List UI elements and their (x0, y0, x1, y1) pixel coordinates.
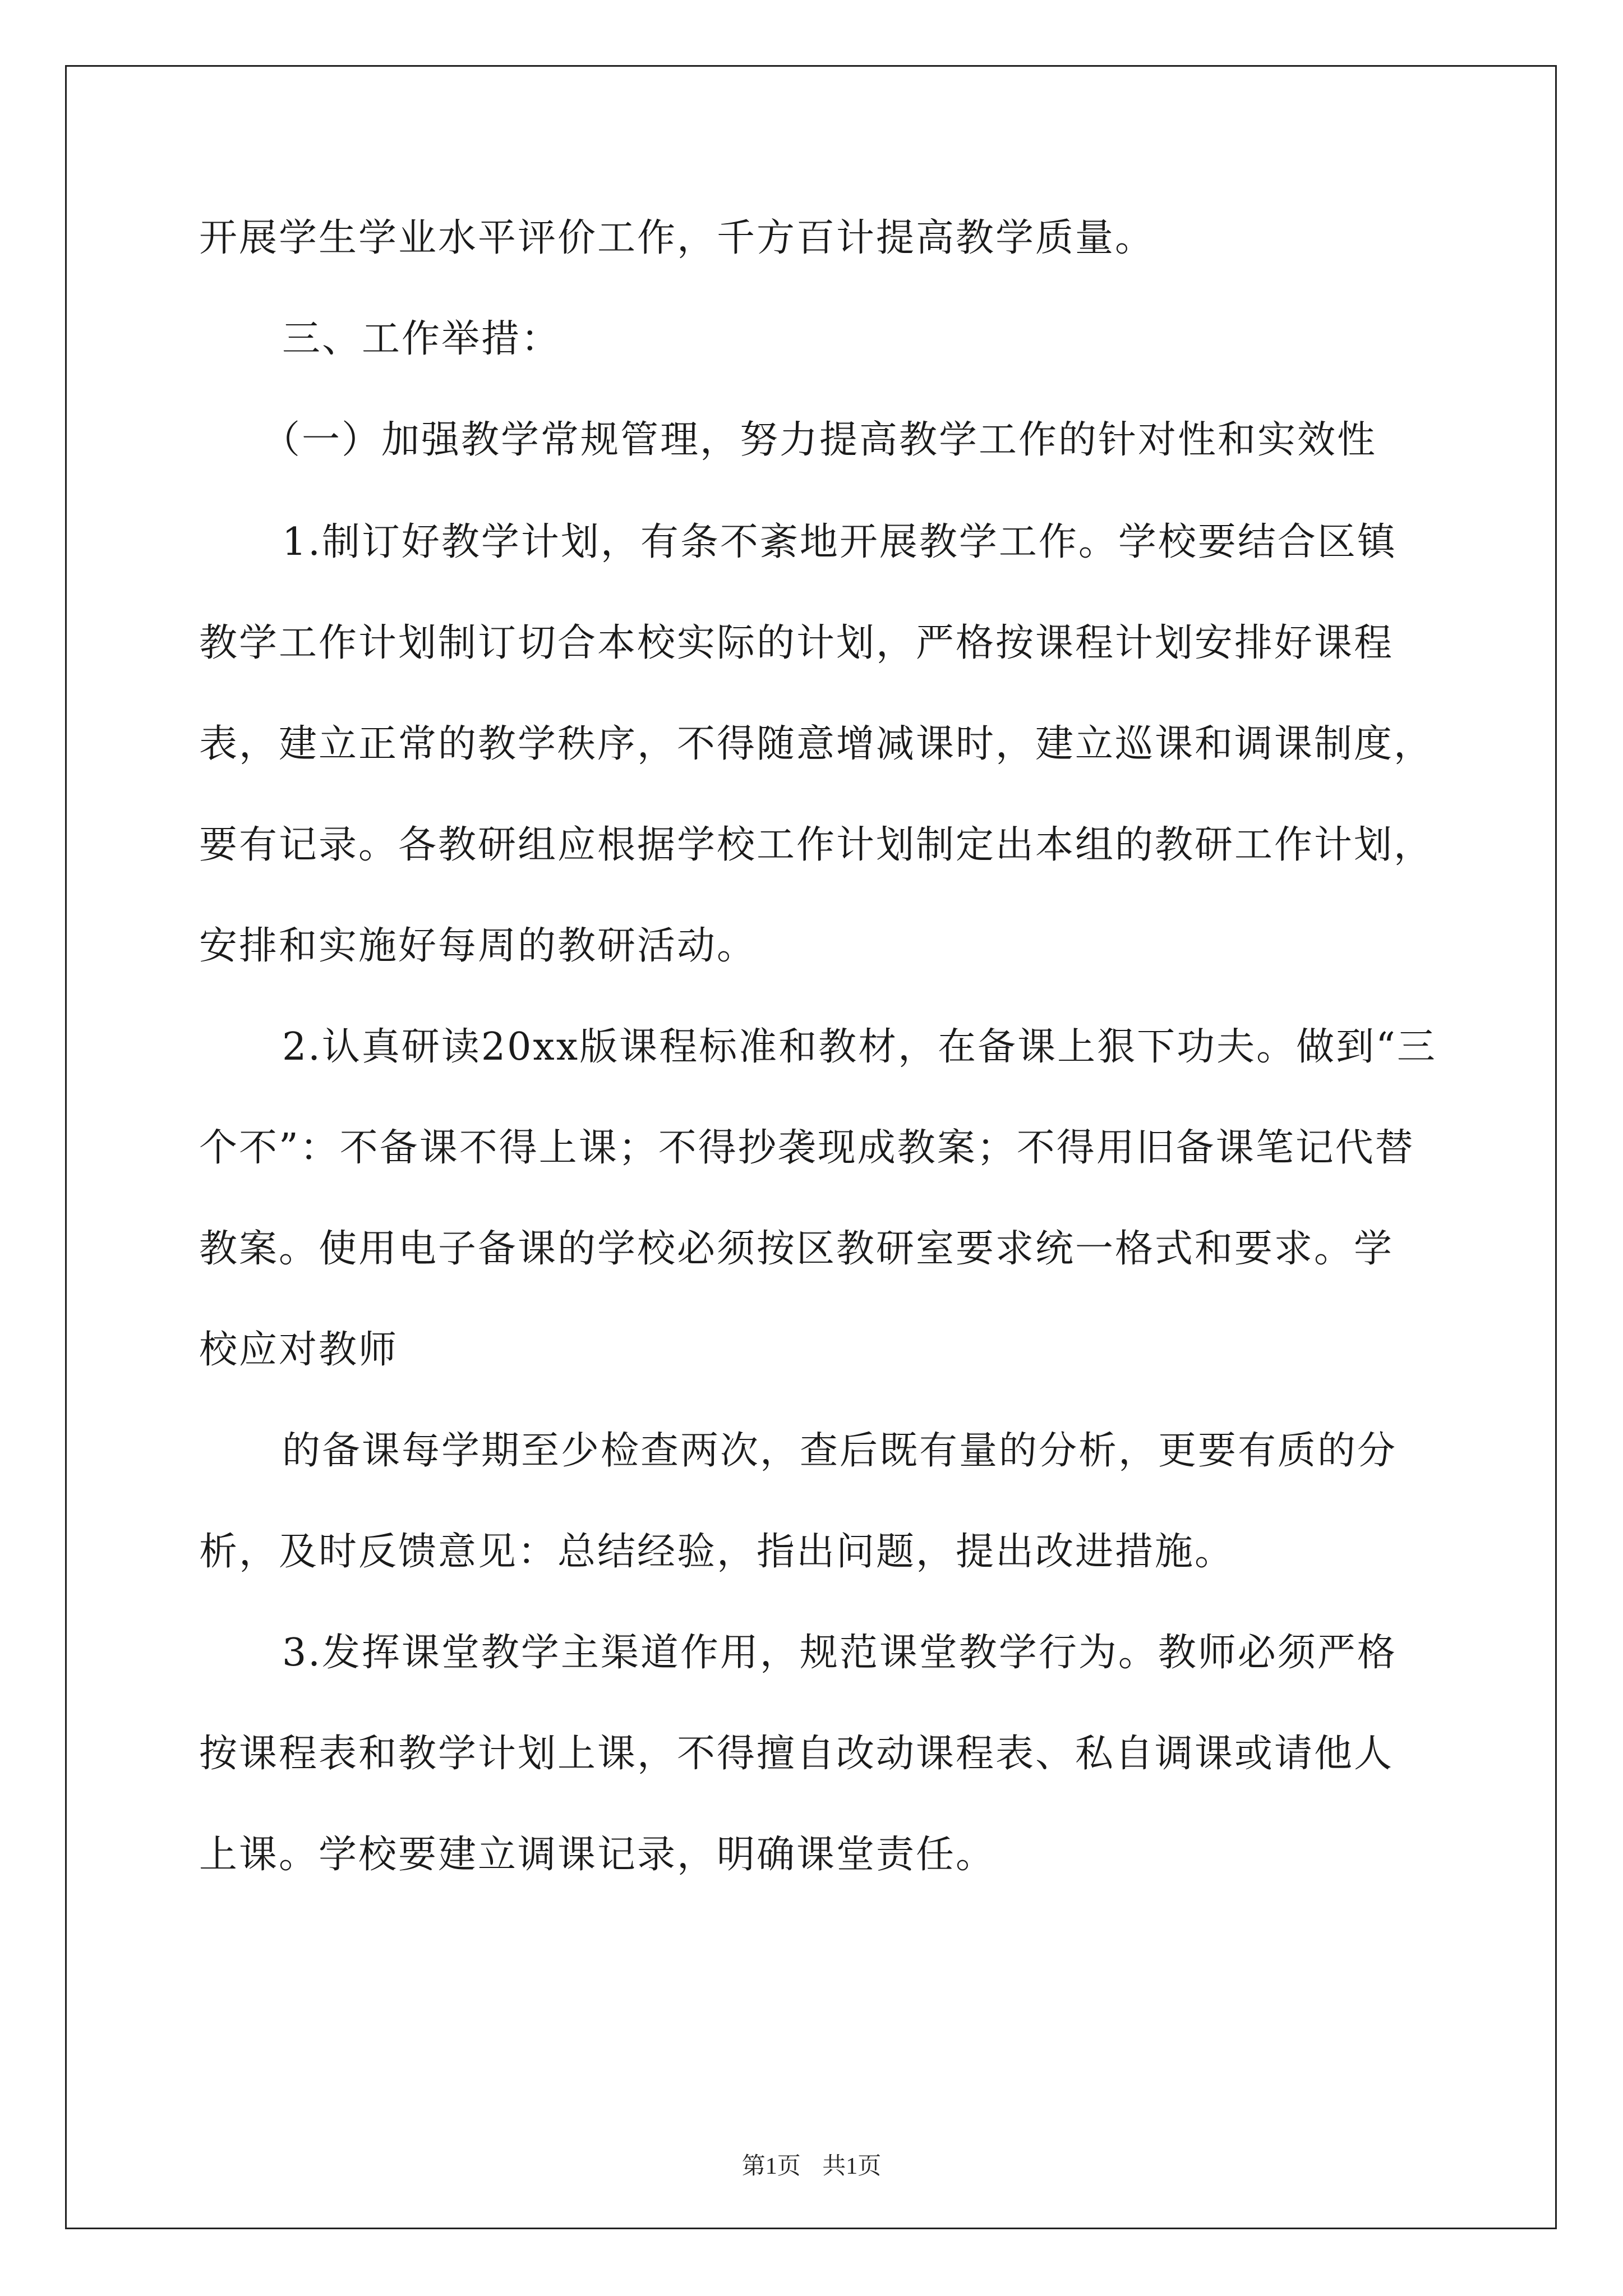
subsection-heading: （一）加强教学常规管理，努力提高教学工作的针对性和实效性 (262, 418, 1377, 462)
section-heading: 三、工作举措： (282, 317, 561, 361)
text-line: 按课程表和教学计划上课，不得擅自改动课程表、私自调课或请他人 (199, 1732, 1394, 1776)
page-footer (0, 2147, 1623, 2181)
text-line: 3.发挥课堂教学主渠道作用，规范课堂教学行为。教师必须严格 (282, 1631, 1397, 1675)
page-number: 第1页 (741, 2154, 801, 2179)
text-line: 表，建立正常的教学秩序，不得随意增减课时，建立巡课和调课制度， (199, 722, 1434, 766)
page-total: 共1页 (822, 2154, 882, 2179)
text-line: 开展学生学业水平评价工作，千方百计提高教学质量。 (199, 216, 1155, 260)
text-line: 要有记录。各教研组应根据学校工作计划制定出本组的教研工作计划， (199, 823, 1434, 867)
text-line: 1.制订好教学计划，有条不紊地开展教学工作。学校要结合区镇 (282, 520, 1397, 564)
text-line: 教案。使用电子备课的学校必须按区教研室要求统一格式和要求。学 (199, 1227, 1394, 1271)
text-line: 个不”：不备课不得上课；不得抄袭现成教案；不得用旧备课笔记代替 (199, 1126, 1415, 1170)
text-line: 安排和实施好每周的教研活动。 (199, 924, 757, 968)
text-line: 教学工作计划制订切合本校实际的计划，严格按课程计划安排好课程 (199, 621, 1394, 665)
text-line: 2.认真研读20xx版课程标准和教材，在备课上狠下功夫。做到“三 (282, 1025, 1437, 1069)
text-line: 的备课每学期至少检查两次，查后既有量的分析，更要有质的分 (282, 1429, 1398, 1473)
text-line: 上课。学校要建立调课记录，明确课堂责任。 (199, 1833, 996, 1877)
text-line: 校应对教师 (199, 1328, 399, 1372)
text-line: 析，及时反馈意见：总结经验，指出问题，提出改进措施。 (199, 1530, 1235, 1574)
